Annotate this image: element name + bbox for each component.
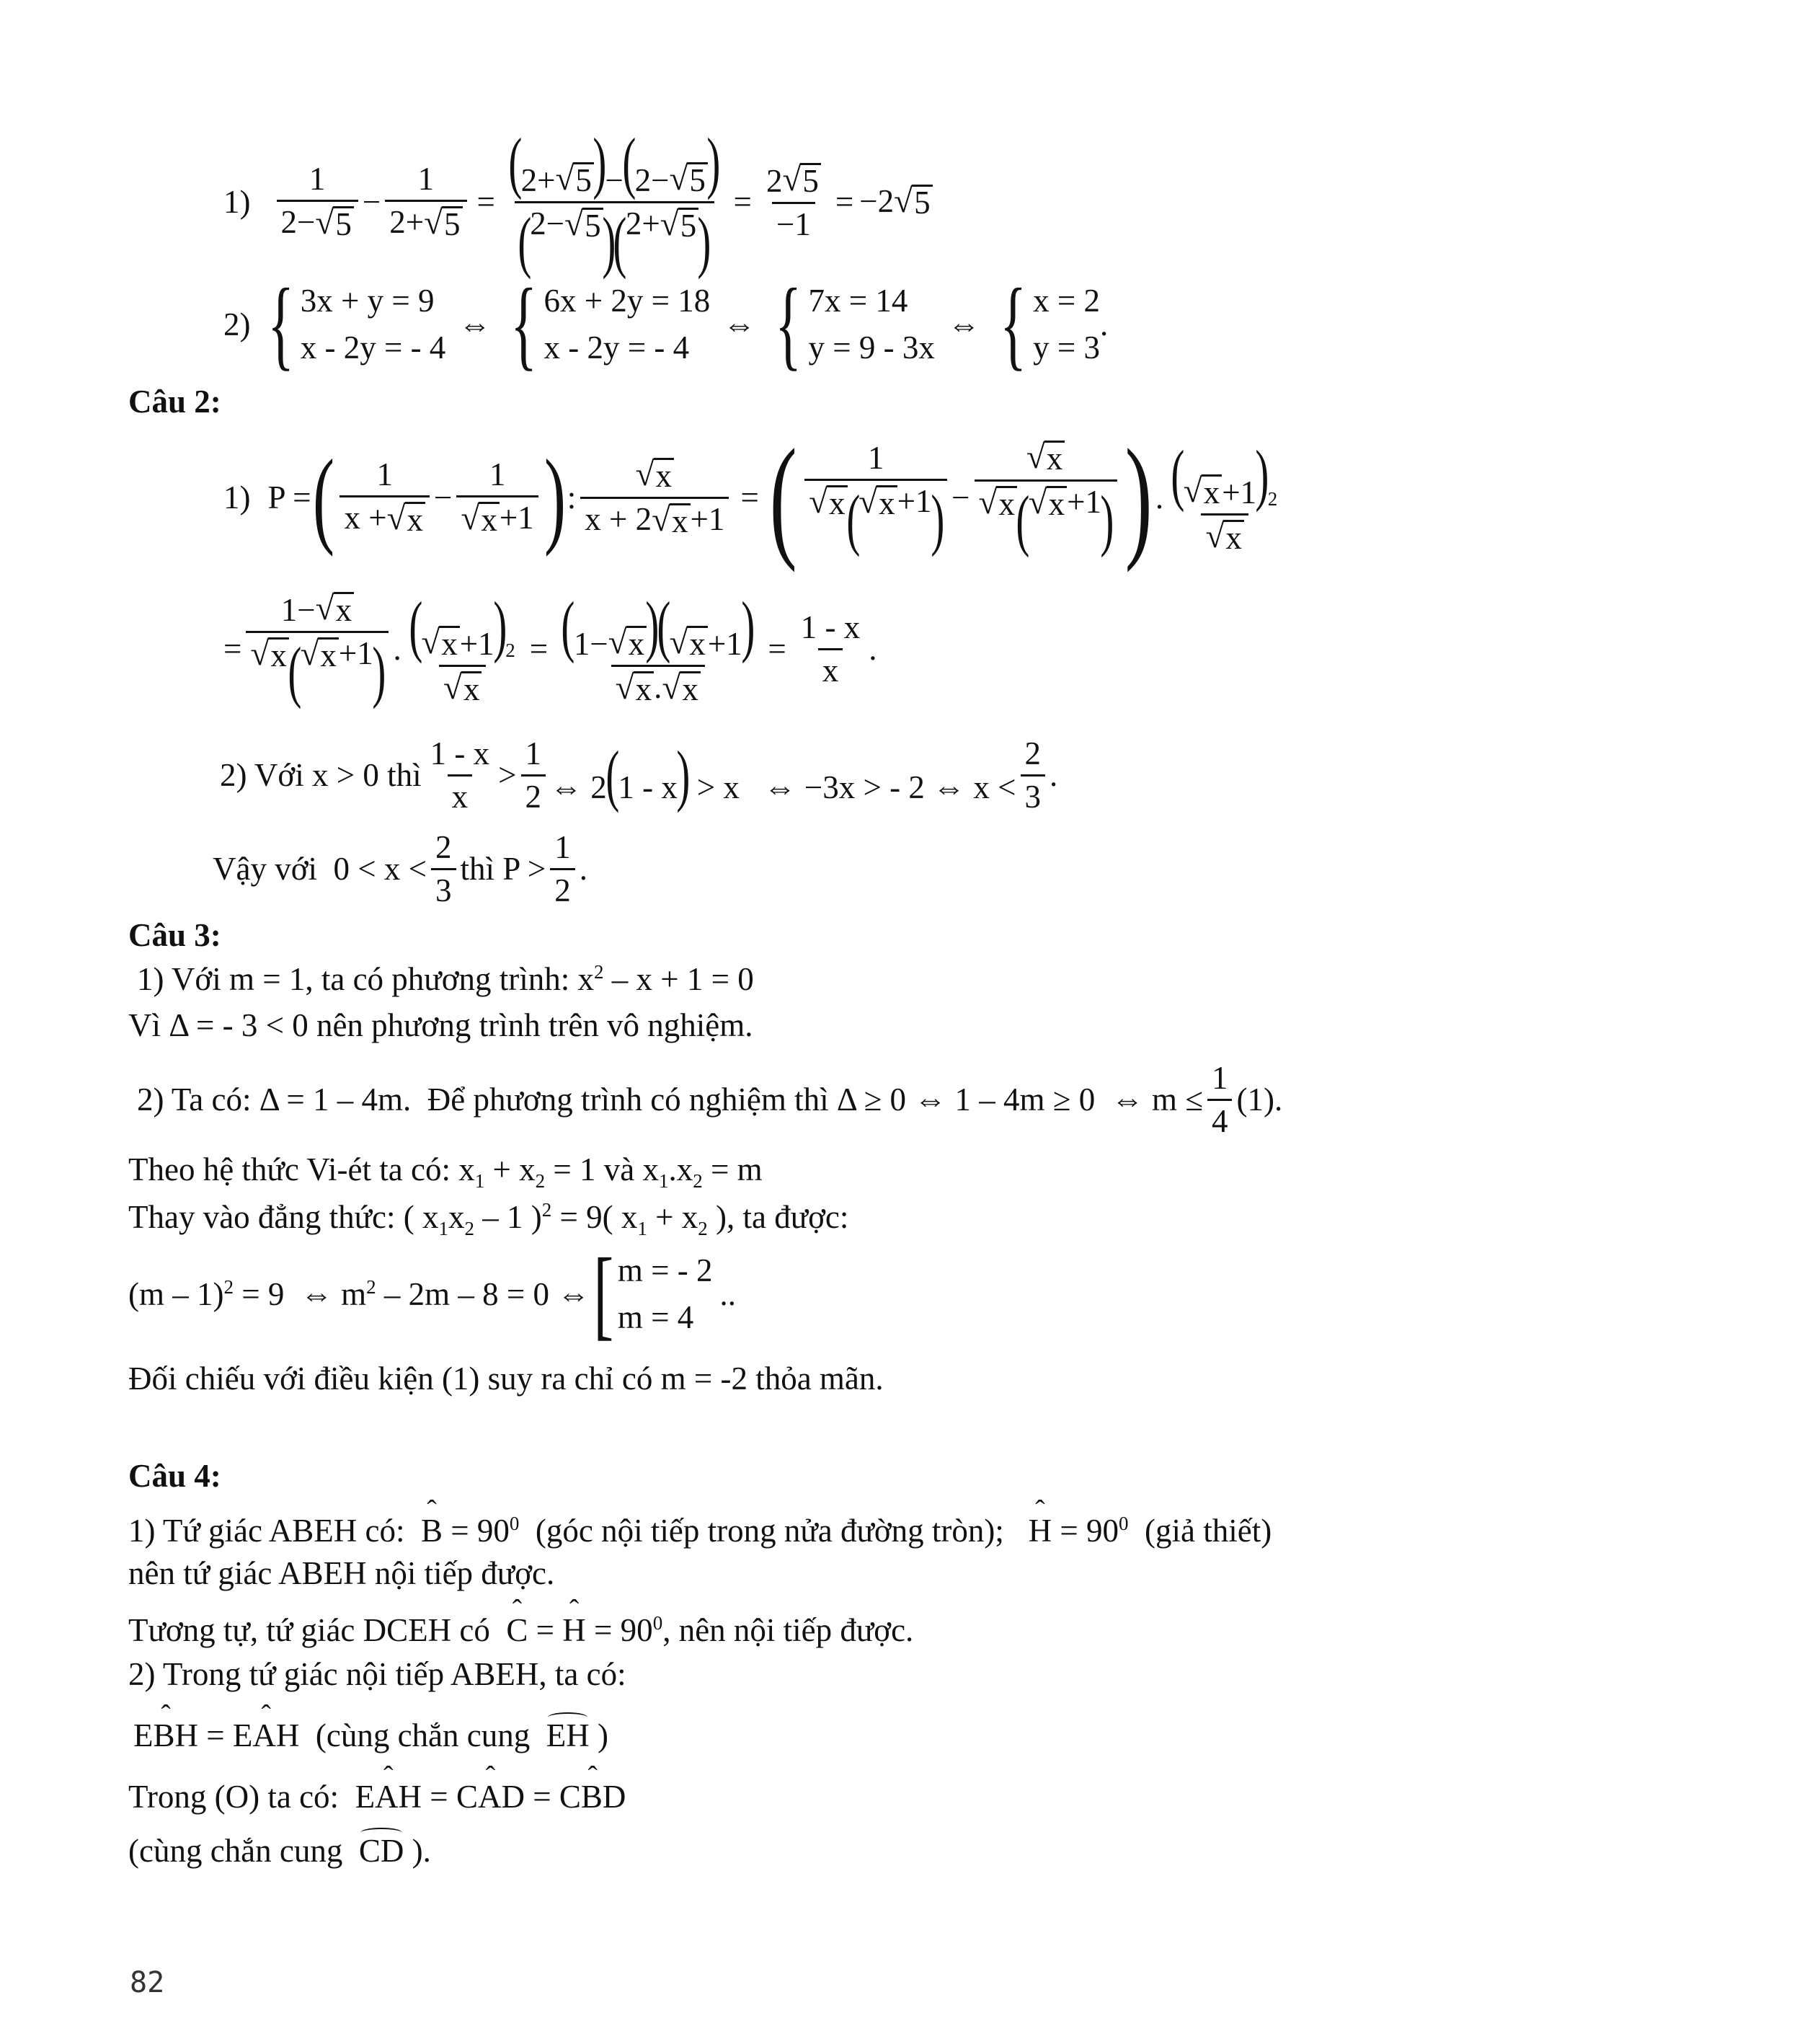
q4-line6: Trong (O) ta có: ˆ EAH = ˆ CAD = ˆ CBD [128, 1781, 626, 1813]
q4-line1: 1) Tứ giác ABEH có: ˆ $B = 90^0$ (góc nội tiếp trong nửa đường tròn); ˆ $H = 90^0$ (giả thiết) [128, 1514, 1272, 1547]
q4-line3: Tương tự, tứ giác DCEH có ˆ C = ˆ $H = 90^0$, nên nội tiếp được. [128, 1614, 913, 1647]
q2-p2-line: 2) Với x > 0 thì $\frac{1 - x}{x}$ > $\frac{1}{2}$ ⇔ 2(1 - x) > x ⇔ −3x > - 2 ⇔ x < $\frac{2}{3}$ . [220, 735, 1058, 815]
q1-p2-label: 2) [223, 306, 251, 342]
q3-line5: Thay vào đẳng thức: ( $x_1x_2 - 1$ )$^2$ = 9( $x_1 + x_2$ ), ta được: [128, 1199, 849, 1239]
page-number: 82 [130, 1966, 165, 1999]
q1-p1-equation: 1) 1 2− √ 5 − 1 2+ √ 5 = ( 2+ √ 5 ) − ( 2− √ 5 ) ( 2− √ 5 ) ( 2+ √ 5 ) = 2 √ 5 −1 = −2 √ 5 [223, 130, 933, 274]
q3-line2: Vì Δ = - 3 < 0 nên phương trình trên vô nghiệm. [128, 1007, 753, 1043]
q3-heading: Câu 3: [128, 917, 221, 953]
q2-conclusion: Vậy với 0 < x < $\frac{2}{3}$ thì P > $\frac{1}{2}$ . [213, 828, 588, 908]
q3-line6: (m – 1)$^2$ = 9 ⇔ $m^2 - 2m - 8 = 0$ ⇔ [ m = - 2 m = 4 .. [128, 1238, 737, 1350]
q4-line5: ˆ EBH = ˆ EAH (cùng chắn cung EH ) [133, 1720, 608, 1752]
q1-p2-system: 2) { 3x + y = 9 x - 2y = - 4 ⇔ { 6x + 2y = 18 x - 2y = - 4 ⇔ { 7x = 14 y = 9 - 3x ⇔ { x = 2 y = 3 . [223, 268, 1109, 380]
q3-line1: 1) Với m = 1, ta có phương trình: $x^2 - x + 1 = 0$ [137, 961, 754, 997]
q3-line4: Theo hệ thức Vi-ét ta có: $x_1 + x_2 = 1$ và $x_1.x_2 = m$ [128, 1151, 763, 1192]
q2-p1-line2: = 1− √ x √ x ( √ x +1 ) . ( √ x +1 ) 2 √ x = ( 1− √ x ) ( √ x +1 ) √ x . √ x = $\frac{1 - x}{x}$ . [223, 588, 877, 709]
q4-line4: 2) Trong tứ giác nội tiếp ABEH, ta có: [128, 1656, 626, 1692]
q3-line7: Đối chiếu với điều kiện (1) suy ra chỉ có m = -2 thỏa mãn. [128, 1361, 884, 1397]
q1-p1-label: 1) [223, 183, 251, 220]
q3-line3: 2) Ta có: Δ = 1 – 4m. Để phương trình có nghiệm thì Δ ≥ 0 ⇔ 1 – 4m ≥ 0 ⇔ m ≤ $\frac{1}{4}$ (1). [137, 1059, 1283, 1139]
q2-p1-line1: 1) P = ( 1 x + √ x − 1 √ x +1 ) : √ x x + 2 √ x +1 = ( 1 √ x ( √ x +1 ) − √ x √ x ( √ x +1 ) ) . ( √ x +1 ) 2 √ x [223, 422, 1278, 573]
q2-heading: Câu 2: [128, 384, 221, 420]
q4-heading: Câu 4: [128, 1458, 221, 1494]
q4-line2: nên tứ giác ABEH nội tiếp được. [128, 1555, 555, 1591]
q4-line7: (cùng chắn cung CD ). [128, 1833, 431, 1869]
